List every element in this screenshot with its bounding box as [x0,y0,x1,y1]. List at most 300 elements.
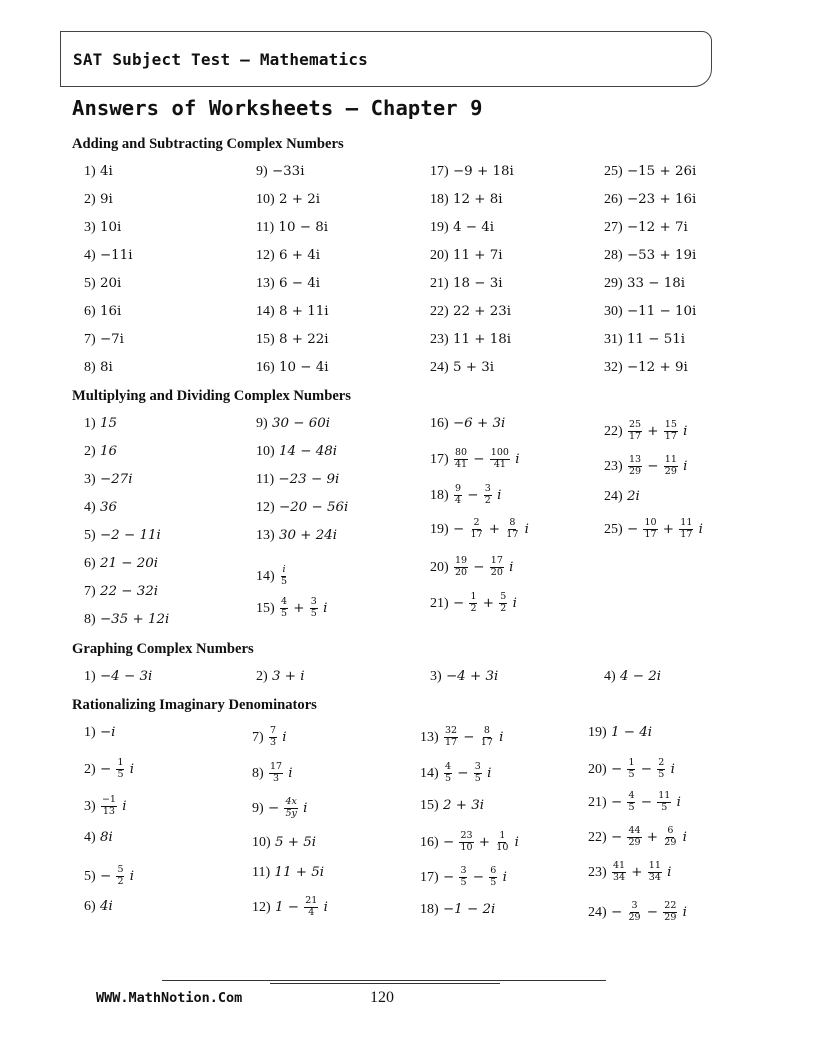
answer-item [252,762,293,785]
answer-number: 15) [256,332,275,347]
fraction: $\frac{17}{20}$ [490,555,503,578]
answer-value: $\frac{7}{3}$ i [269,725,287,748]
answer-value: 8 + 22i [278,332,329,347]
answer-value: $\frac{-1}{13}$ i [101,794,127,817]
answer-number: 18) [430,192,449,207]
answer-item [256,473,339,487]
answer-item [604,305,696,319]
answer-value: 30 − 60i [271,416,331,431]
answer-number: 21) [588,794,607,810]
answer-item [604,193,696,207]
answer-item [604,165,696,179]
answer-item [430,305,511,319]
answer-value: 22 + 23i [452,304,512,319]
answer-number: 16) [420,834,439,850]
fraction: $\frac{2}{5}$ [658,757,665,780]
answer-item [256,529,337,543]
answer-item [604,361,688,375]
answer-item [256,305,329,319]
fraction: $\frac{3}{5}$ [460,865,467,888]
answer-item [430,333,511,347]
answer-number: 23) [430,332,449,347]
answer-number: 3) [84,220,96,235]
answer-number: 17) [430,164,449,179]
answer-value: − $\frac{5}{2}$ i [99,864,135,887]
answer-number: 28) [604,248,623,263]
answer-item [84,417,117,431]
answer-number: 3) [84,472,96,487]
answer-item [84,529,161,543]
answer-value: 2i [626,489,640,504]
section-title-multiplying: Multiplying and Dividing Complex Numbers [72,388,351,404]
answer-value: $\frac{4}{5}$ − $\frac{3}{5}$ i [444,761,492,784]
answer-number: 17) [420,869,439,885]
answer-number: 32) [604,360,623,375]
answer-value: −1 − 2i [442,902,496,917]
answer-number: 9) [256,416,268,431]
answer-item [256,445,337,459]
answer-number: 19) [588,725,607,740]
answer-item [420,726,503,749]
answer-item [256,193,320,207]
answer-item [430,670,498,684]
answer-number: 6) [84,304,96,319]
answer-number: 2) [84,761,96,777]
answer-number: 8) [252,765,264,781]
answer-item [84,501,117,515]
answer-item [84,557,158,571]
answer-value: 4i [99,899,113,914]
answer-item [84,193,113,207]
answer-value: −12 + 9i [626,360,688,375]
answer-value: 36 [99,500,117,515]
answer-number: 1) [84,164,96,179]
answer-number: 29) [604,276,623,291]
answer-number: 12) [256,500,275,515]
fraction: $\frac{32}{17}$ [444,725,458,748]
answer-number: 14) [420,765,439,781]
answer-item [252,726,287,749]
answer-value: 10 − 8i [278,220,329,235]
answer-number: 18) [430,487,449,503]
answer-value: −11i [99,248,133,263]
answer-value: −i [99,725,116,740]
answer-value: 11 + 7i [452,248,503,263]
answer-number: 22) [430,304,449,319]
fraction: $\frac{4}{5}$ [280,596,287,619]
answer-number: 7) [84,584,96,599]
answer-number: 4) [84,248,96,263]
answer-value: 5 + 3i [452,360,495,375]
answer-item [252,797,307,820]
answer-number: 18) [420,902,439,917]
answer-value [279,564,289,587]
answer-number: 20) [430,559,449,575]
answer-value: −53 + 19i [626,248,697,263]
fraction: $\frac{3}{2}$ [484,483,491,506]
answer-number: 13) [256,276,275,291]
fraction: $\frac{11}{17}$ [680,517,693,540]
answer-item [420,831,519,854]
answer-number: 19) [430,521,449,537]
answer-item [430,249,503,263]
answer-value: $\frac{32}{17}$ − $\frac{8}{17}$ i [444,725,504,748]
answer-value: − $\frac{4x}{5y}$ i [267,796,308,819]
answer-number: 5) [84,868,96,884]
fraction: $\frac{80}{41}$ [454,447,468,470]
answer-value: 11 + 18i [452,332,512,347]
answer-item [430,221,494,235]
fraction: $\frac{4}{5}$ [628,790,635,813]
answer-number: 1) [84,725,96,740]
fraction: $\frac{11}{29}$ [664,454,677,477]
answer-value: −4 − 3i [99,669,153,684]
answer-value: 10 − 4i [278,360,329,375]
answer-value: − $\frac{23}{10}$ + $\frac{1}{10}$ i [442,830,519,853]
answer-number: 13) [420,729,439,745]
answer-number: 6) [84,899,96,914]
answer-number: 23) [604,458,623,474]
answer-value: 1 − $\frac{21}{4}$ i [274,895,328,918]
answer-item [430,361,494,375]
fraction: $\frac{3}{29}$ [628,900,641,923]
fraction: $\frac{3}{5}$ [310,596,317,619]
answer-value: 11 + 5i [274,865,325,880]
answer-number: 25) [604,164,623,179]
answer-number: 21) [430,595,449,611]
fraction: $\frac{6}{29}$ [664,825,677,848]
answer-number: 21) [430,276,449,291]
answer-item [604,221,688,235]
answer-value: − $\frac{1}{2}$ + $\frac{5}{2}$ i [452,591,517,614]
answer-value: 4 − 2i [619,669,662,684]
answer-value: −23 + 16i [626,192,697,207]
answer-value: −6 + 3i [452,416,506,431]
answer-item [256,277,320,291]
fraction: $\frac{2}{17}$ [470,517,483,540]
answer-value: $\frac{19}{20}$ − $\frac{17}{20}$ i [454,555,514,578]
answer-item [256,417,330,431]
answer-number: 3) [430,669,442,684]
answer-item [430,277,503,291]
answer-value: 8 + 11i [278,304,329,319]
answer-number: 4) [84,830,96,845]
fraction: $\frac{15}{17}$ [664,419,677,442]
answer-item [604,333,685,347]
answer-value: 18 − 3i [452,276,503,291]
fraction: $\frac{11}{5}$ [658,790,671,813]
fraction: $\frac{1}{5}$ [117,757,124,780]
answer-number: 3) [84,798,96,814]
fraction: $\frac{25}{17}$ [628,419,642,442]
answer-item [84,305,121,319]
answer-item [430,448,520,471]
answer-value: 12 + 8i [452,192,503,207]
answer-value: −33i [271,164,305,179]
answer-item [588,758,675,781]
answer-value: 6 − 4i [278,276,321,291]
chapter-title: Answers of Worksheets – Chapter 9 [72,96,483,120]
answer-value: −4 + 3i [445,669,499,684]
answer-item [420,799,484,813]
answer-value: 20i [99,276,122,291]
answer-item [84,445,117,459]
answer-item [84,726,115,740]
answer-value: $\frac{4}{5}$ + $\frac{3}{5}$ i [280,596,328,619]
answer-value: 4 − 4i [452,220,495,235]
answer-value: 11 − 51i [626,332,686,347]
answer-number: 14) [256,568,275,584]
answer-number: 10) [252,835,271,850]
answer-number: 15) [420,798,439,813]
answer-item [588,901,687,924]
fraction: $\frac{19}{20}$ [454,555,468,578]
fraction: $\frac{3}{5}$ [474,761,481,784]
answer-item [256,361,329,375]
fraction: $\frac{i}{5}$ [280,564,287,587]
answer-item [256,165,304,179]
fraction: $\frac{4x}{5y}$ [285,796,297,819]
answer-number: 8) [84,360,96,375]
answer-item [84,361,113,375]
answer-value: −9 + 18i [452,164,514,179]
answer-number: 2) [84,444,96,459]
answer-number: 15) [256,600,275,616]
answer-item [588,826,687,849]
answer-item [256,597,327,620]
fraction: $\frac{22}{29}$ [664,900,677,923]
answer-number: 2) [256,669,268,684]
answer-value: −2 − 11i [99,528,161,543]
answer-number: 22) [604,423,623,439]
answer-value: −12 + 7i [626,220,688,235]
answer-number: 6) [84,556,96,571]
fraction: $\frac{44}{29}$ [628,825,641,848]
answer-item [256,333,329,347]
answer-number: 7) [84,332,96,347]
answer-number: 19) [430,220,449,235]
footer-divider-accent [270,983,500,984]
fraction: $\frac{6}{5}$ [490,865,497,888]
answer-item [604,518,703,541]
answer-value: 9i [99,192,113,207]
answer-item [84,831,113,845]
answer-number: 5) [84,528,96,543]
answer-number: 12) [252,899,271,915]
answer-number: 30) [604,304,623,319]
answer-number: 16) [430,416,449,431]
fraction: $\frac{8}{17}$ [506,517,519,540]
answer-item [604,277,685,291]
answer-item [256,249,320,263]
answer-value: −27i [99,472,133,487]
answer-value: −7i [99,332,124,347]
answer-number: 11) [252,865,271,880]
answer-number: 31) [604,332,623,347]
answer-item [430,417,505,431]
answer-value: $\frac{80}{41}$ − $\frac{100}{41}$ i [454,447,520,470]
answer-item [256,670,305,684]
answer-value: − $\frac{44}{29}$ + $\frac{6}{29}$ i [610,825,687,848]
answer-number: 10) [256,192,275,207]
answer-number: 9) [256,164,268,179]
fraction: $\frac{17}{3}$ [269,761,283,784]
answer-value: 33 − 18i [626,276,686,291]
answer-item [420,762,491,785]
answer-number: 22) [588,829,607,845]
answer-value: 14 − 48i [278,444,338,459]
answer-value: − $\frac{3}{5}$ − $\frac{6}{5}$ i [442,865,507,888]
fraction: $\frac{21}{4}$ [305,895,318,918]
answer-item [430,556,513,579]
answer-item [430,518,529,541]
fraction: $\frac{9}{4}$ [454,483,461,506]
fraction: $\frac{-1}{13}$ [101,794,116,817]
answer-value: − $\frac{10}{17}$ + $\frac{11}{17}$ i [626,517,703,540]
answer-number: 12) [256,248,275,263]
answer-number: 4) [604,669,616,684]
fraction: $\frac{23}{10}$ [460,830,473,853]
answer-number: 24) [588,904,607,920]
answer-number: 25) [604,521,623,537]
answer-item [84,277,121,291]
answer-item [84,758,134,781]
section-title-adding: Adding and Subtracting Complex Numbers [72,136,344,152]
fraction: $\frac{5}{2}$ [117,864,124,887]
answer-value: $\frac{25}{17}$ + $\frac{15}{17}$ i [628,419,688,442]
footer-divider [162,980,606,981]
footer-website: WWW.MathNotion.Com [96,990,243,1006]
answer-value: − $\frac{3}{29}$ − $\frac{22}{29}$ i [610,900,687,923]
answer-item [588,791,681,814]
answer-value: 10i [99,220,122,235]
answer-item [84,221,121,235]
answer-item [430,484,501,507]
answer-number: 20) [430,248,449,263]
answer-value: $\frac{17}{3}$ i [269,761,293,784]
answer-value: −20 − 56i [278,500,349,515]
answer-value: 6 + 4i [278,248,321,263]
answer-value: 15 [99,416,117,431]
answer-item [84,865,134,888]
section-title-rationalizing: Rationalizing Imaginary Denominators [72,697,317,713]
answer-value: 3 + i [271,669,305,684]
fraction: $\frac{1}{2}$ [470,591,477,614]
answer-number: 20) [588,761,607,777]
answer-value: $\frac{13}{29}$ − $\frac{11}{29}$ i [628,454,688,477]
answer-item [84,333,124,347]
answer-item [84,473,132,487]
header-box [60,31,712,87]
answer-value: − $\frac{1}{5}$ − $\frac{2}{5}$ i [610,757,675,780]
answer-number: 13) [256,528,275,543]
answer-item [84,613,169,627]
answer-item [256,221,328,235]
page-number: 120 [370,989,394,1006]
answer-value: 1 − 4i [610,725,653,740]
header-title: SAT Subject Test – Mathematics [73,50,368,69]
fraction: $\frac{7}{3}$ [269,725,276,748]
answer-value: 16 [99,444,117,459]
fraction: $\frac{100}{41}$ [490,447,509,470]
answer-number: 14) [256,304,275,319]
answer-number: 9) [252,800,264,816]
answer-item [430,193,503,207]
answer-value: 30 + 24i [278,528,338,543]
answer-number: 2) [84,192,96,207]
answer-item [256,565,289,588]
fraction: $\frac{41}{34}$ [612,860,626,883]
answer-item [84,670,152,684]
answer-item [84,900,113,914]
fraction: $\frac{10}{17}$ [644,517,657,540]
answer-number: 11) [256,220,275,235]
answer-number: 11) [256,472,275,487]
answer-item [256,501,348,515]
fraction: $\frac{5}{2}$ [500,591,507,614]
answer-value: $\frac{41}{34}$ + $\frac{11}{34}$ i [612,860,672,883]
answer-value: −23 − 9i [278,472,340,487]
answer-item [604,455,687,478]
answer-number: 4) [84,500,96,515]
answer-item [252,836,316,850]
answer-value: 8i [99,830,113,845]
answer-number: 10) [256,444,275,459]
answer-value: 16i [99,304,122,319]
answer-number: 27) [604,220,623,235]
fraction: $\frac{11}{34}$ [648,860,661,883]
answer-number: 24) [430,360,449,375]
answer-number: 1) [84,416,96,431]
answer-value: 5 + 5i [274,835,317,850]
answer-number: 16) [256,360,275,375]
answer-value: − $\frac{4}{5}$ − $\frac{11}{5}$ i [610,790,681,813]
fraction: $\frac{8}{17}$ [480,725,493,748]
fraction: $\frac{4}{5}$ [444,761,451,784]
answer-number: 1) [84,669,96,684]
answer-value: 4i [99,164,113,179]
answer-value: 22 − 32i [99,584,159,599]
answer-value: 2 + 2i [278,192,321,207]
answer-value: − $\frac{1}{5}$ i [99,757,135,780]
fraction: $\frac{1}{5}$ [628,757,635,780]
answer-value: −35 + 12i [99,612,170,627]
answer-value: − $\frac{2}{17}$ + $\frac{8}{17}$ i [452,517,529,540]
answer-number: 5) [84,276,96,291]
answer-item [604,420,687,443]
answer-value: $\frac{9}{4}$ − $\frac{3}{2}$ i [454,483,502,506]
answer-item [430,592,517,615]
answer-item [84,795,127,818]
answer-number: 7) [252,729,264,745]
answer-number: 24) [604,489,623,504]
answer-item [420,866,507,889]
answer-item [252,896,328,919]
answer-item [604,249,696,263]
answer-item [588,726,652,740]
answer-value: 21 − 20i [99,556,159,571]
fraction: $\frac{13}{29}$ [628,454,642,477]
answer-item [604,670,661,684]
answer-number: 26) [604,192,623,207]
answer-item [604,490,640,504]
answer-item [84,585,158,599]
answer-item [84,249,132,263]
answer-number: 23) [588,864,607,880]
answer-item [430,165,514,179]
answer-item [252,866,324,880]
answer-item [84,165,113,179]
